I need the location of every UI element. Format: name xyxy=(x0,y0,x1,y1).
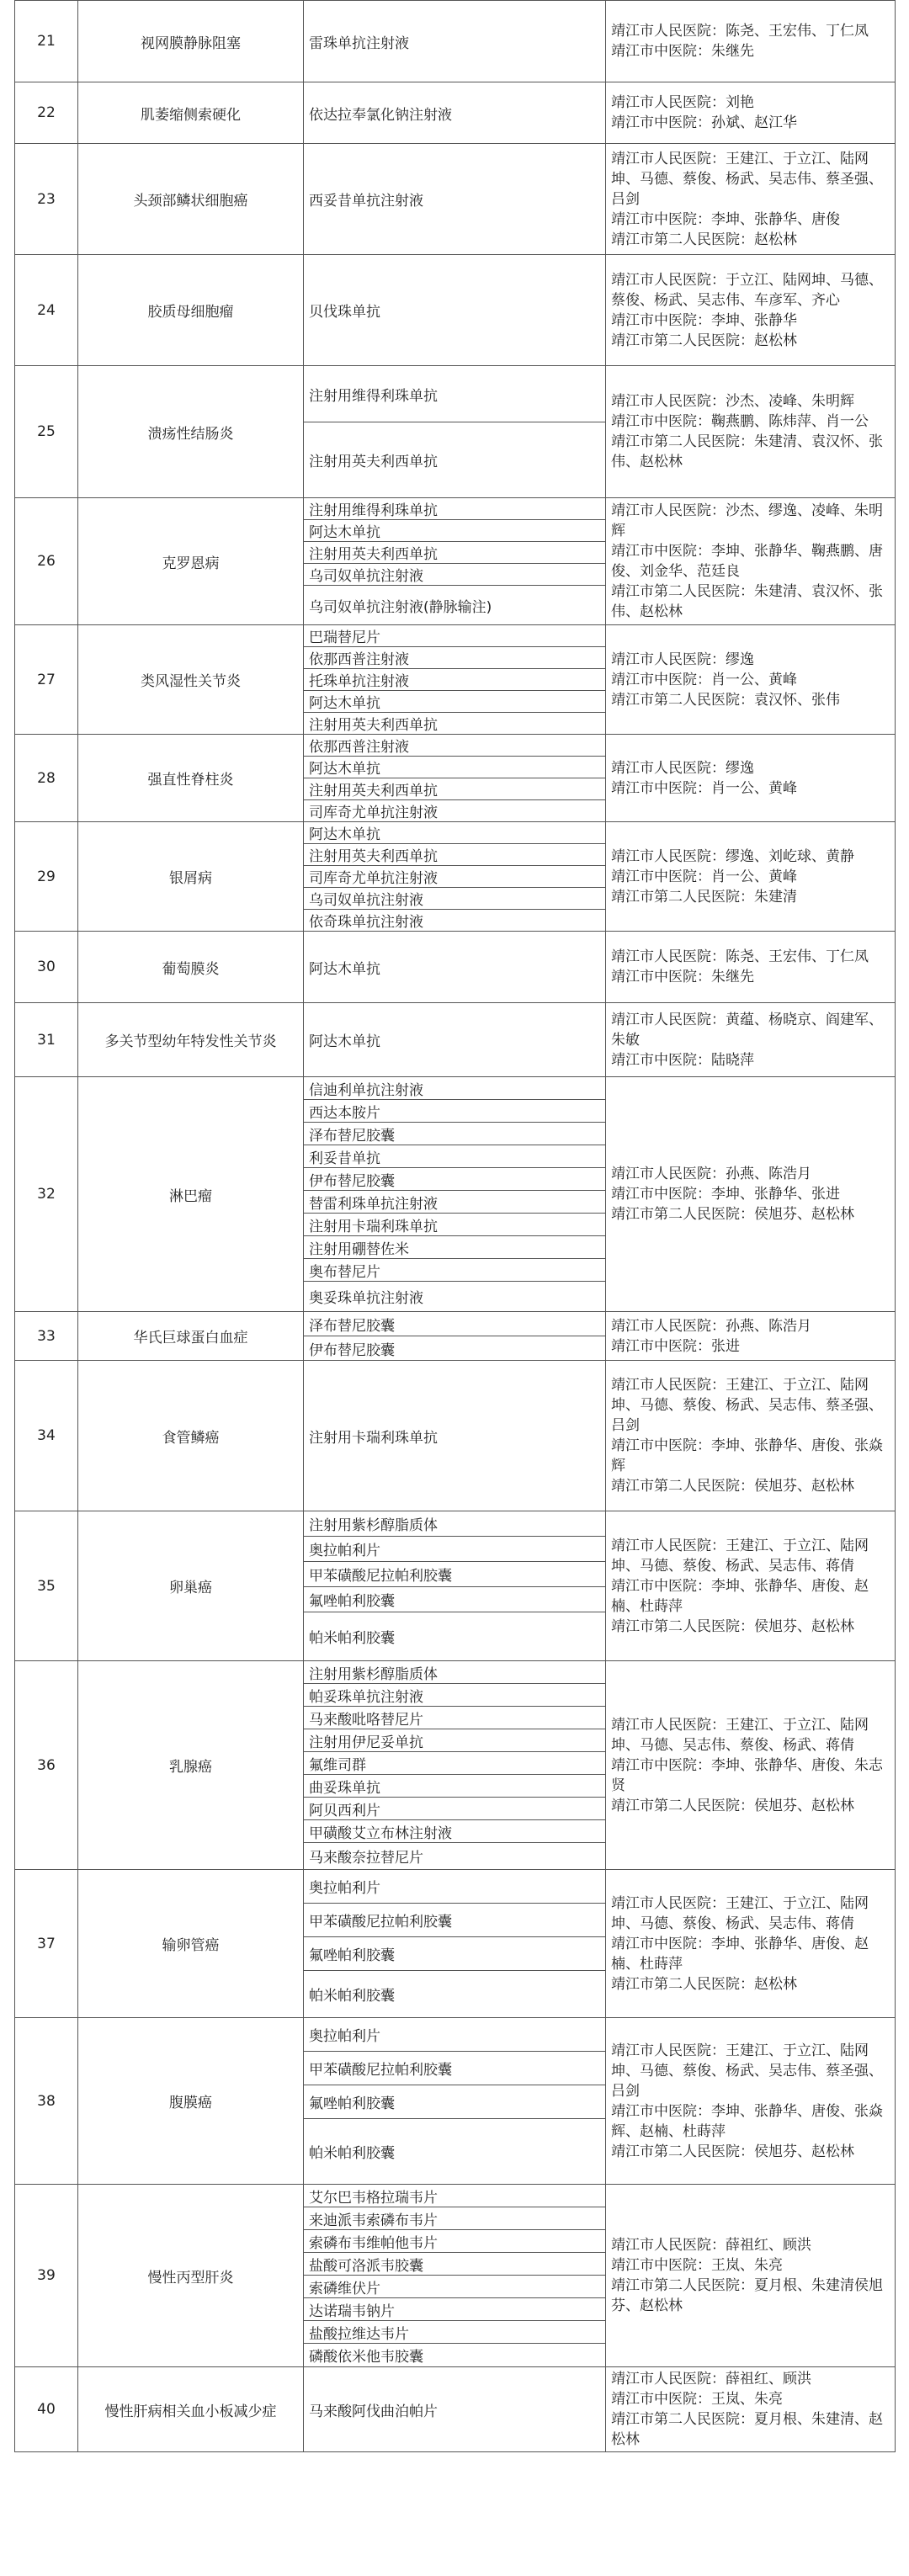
hospital-doctor-line: 靖江市中医院：李坤、张静华、张进 xyxy=(611,1186,840,1203)
hospital-doctors-cell xyxy=(606,1077,896,1312)
drug-cell: 替雷利珠单抗注射液 xyxy=(304,1191,606,1214)
hospital-doctor-line: 靖江市第二人民医院：侯旭芬、赵松林 xyxy=(611,1797,854,1814)
drug-cell: 注射用卡瑞利珠单抗 xyxy=(304,1214,606,1236)
hospital-doctors-cell xyxy=(606,1661,896,1870)
drug-cell: 注射用英夫利西单抗 xyxy=(304,844,606,866)
drug-cell: 氟唑帕利胶囊 xyxy=(304,1587,606,1612)
hospital-doctors-cell xyxy=(606,2185,896,2367)
drug-cell: 依奇珠单抗注射液 xyxy=(304,910,606,932)
drug-cell: 艾尔巴韦格拉瑞韦片 xyxy=(304,2185,606,2207)
drug-cell: 雷珠单抗注射液 xyxy=(304,1,606,82)
hospital-doctors-cell xyxy=(606,498,896,625)
disease-cell: 腹膜癌 xyxy=(78,2018,304,2185)
drug-cell: 西达本胺片 xyxy=(304,1100,606,1123)
row-number: 28 xyxy=(15,735,78,822)
hospital-doctor-line: 靖江市人民医院：王建江、于立江、陆网坤、马德、蔡俊、杨武、吴志伟、蔡圣强、吕剑 xyxy=(611,150,883,208)
table-row xyxy=(15,1511,896,1537)
row-number: 37 xyxy=(15,1870,78,2018)
table-row xyxy=(15,735,896,757)
hospital-doctor-line: 靖江市人民医院：王建江、于立江、陆网坤、马德、蔡俊、杨武、吴志伟、蔡圣强、吕剑 xyxy=(611,1377,883,1434)
hospital-doctor-line: 靖江市人民医院：刘艳 xyxy=(611,94,754,111)
hospital-doctor-line: 靖江市人民医院：薛祖红、顾洪 xyxy=(611,2371,811,2387)
drug-cell: 注射用英夫利西单抗 xyxy=(304,713,606,735)
hospital-doctors-cell xyxy=(606,625,896,735)
row-number: 21 xyxy=(15,1,78,82)
table-row xyxy=(15,2367,896,2452)
disease-cell: 淋巴瘤 xyxy=(78,1077,304,1312)
table-row xyxy=(15,1312,896,1336)
disease-cell: 慢性丙型肝炎 xyxy=(78,2185,304,2367)
drug-cell: 托珠单抗注射液 xyxy=(304,669,606,691)
hospital-doctor-line: 靖江市中医院：李坤、张静华、鞠燕鹏、唐俊、刘金华、范廷良 xyxy=(611,543,883,580)
table-row xyxy=(15,2185,896,2207)
drug-cell: 注射用紫杉醇脂质体 xyxy=(304,1511,606,1537)
drug-cell: 司库奇尤单抗注射液 xyxy=(304,800,606,822)
disease-cell: 溃疡性结肠炎 xyxy=(78,366,304,498)
disease-cell: 胶质母细胞瘤 xyxy=(78,255,304,366)
hospital-doctor-line: 靖江市第二人民医院：袁汉怀、张伟 xyxy=(611,691,840,709)
drug-cell: 注射用伊尼妥单抗 xyxy=(304,1729,606,1752)
drug-cell: 甲磺酸艾立布林注射液 xyxy=(304,1820,606,1843)
drug-cell: 信迪利单抗注射液 xyxy=(304,1077,606,1100)
hospital-doctor-line: 靖江市人民医院：王建江、于立江、陆网坤、马德、吴志伟、蔡俊、杨武、蒋倩 xyxy=(611,1716,869,1754)
hospital-doctors-cell xyxy=(606,2367,896,2452)
hospital-doctor-line: 靖江市中医院：张进 xyxy=(611,1337,740,1355)
table-row xyxy=(15,366,896,422)
hospital-doctor-line: 靖江市人民医院：沙杰、凌峰、朱明辉 xyxy=(611,393,854,410)
drug-cell: 注射用维得利珠单抗 xyxy=(304,366,606,422)
drug-cell: 奥拉帕利片 xyxy=(304,1537,606,1562)
drug-cell: 利妥昔单抗 xyxy=(304,1145,606,1168)
disease-cell: 克罗恩病 xyxy=(78,498,304,625)
row-number: 32 xyxy=(15,1077,78,1312)
hospital-doctor-line: 靖江市中医院：鞠燕鹏、陈炜萍、肖一公 xyxy=(611,413,869,430)
row-number: 25 xyxy=(15,366,78,498)
hospital-doctor-line: 靖江市中医院：李坤、张静华 xyxy=(611,311,797,329)
drug-cell: 乌司奴单抗注射液 xyxy=(304,888,606,910)
drug-cell: 索磷维伏片 xyxy=(304,2276,606,2298)
drug-cell: 帕妥珠单抗注射液 xyxy=(304,1684,606,1707)
hospital-doctor-line: 靖江市中医院：王岚、朱亮 xyxy=(611,2391,783,2408)
drug-cell: 注射用硼替佐米 xyxy=(304,1236,606,1259)
drug-cell: 依那西普注射液 xyxy=(304,647,606,669)
hospital-doctor-line: 靖江市第二人民医院：朱建清、袁汉怀、张伟、赵松林 xyxy=(611,583,883,620)
drug-cell: 甲苯磺酸尼拉帕利胶囊 xyxy=(304,1904,606,1937)
table-row xyxy=(15,932,896,1003)
table-row xyxy=(15,1077,896,1100)
drug-cell: 依那西普注射液 xyxy=(304,735,606,757)
drug-cell: 注射用卡瑞利珠单抗 xyxy=(304,1361,606,1511)
hospital-doctors-cell xyxy=(606,1003,896,1077)
hospital-doctor-line: 靖江市第二人民医院：侯旭芬、赵松林 xyxy=(611,1617,854,1635)
drug-cell: 注射用英夫利西单抗 xyxy=(304,422,606,498)
drug-cell: 甲苯磺酸尼拉帕利胶囊 xyxy=(304,2052,606,2085)
disease-cell: 输卵管癌 xyxy=(78,1870,304,2018)
table-row xyxy=(15,498,896,520)
hospital-doctors-cell xyxy=(606,2018,896,2185)
drug-cell: 阿达木单抗 xyxy=(304,1003,606,1077)
disease-cell: 多关节型幼年特发性关节炎 xyxy=(78,1003,304,1077)
hospital-doctor-line: 靖江市第二人民医院：朱建清 xyxy=(611,888,797,906)
hospital-doctor-line: 靖江市人民医院：于立江、陆网坤、马德、蔡俊、杨武、吴志伟、车彦军、齐心 xyxy=(611,271,883,309)
hospital-doctors-cell xyxy=(606,82,896,144)
hospital-doctors-cell xyxy=(606,1361,896,1511)
table-row xyxy=(15,1003,896,1077)
drug-cell: 氟维司群 xyxy=(304,1752,606,1775)
drug-cell: 索磷布韦维帕他韦片 xyxy=(304,2230,606,2253)
hospital-doctor-line: 靖江市人民医院：缪逸 xyxy=(611,651,754,668)
drug-cell: 贝伐珠单抗 xyxy=(304,255,606,366)
disease-cell: 华氏巨球蛋白血症 xyxy=(78,1312,304,1361)
row-number: 39 xyxy=(15,2185,78,2367)
drug-cell: 注射用英夫利西单抗 xyxy=(304,778,606,800)
drug-cell: 阿达木单抗 xyxy=(304,520,606,542)
hospital-doctor-line: 靖江市中医院：李坤、张静华、唐俊、赵楠、杜蒔萍 xyxy=(611,1935,869,1973)
hospital-doctor-line: 靖江市中医院：李坤、张静华、唐俊、朱志贤 xyxy=(611,1756,883,1794)
table-row xyxy=(15,1361,896,1511)
drug-cell: 曲妥珠单抗 xyxy=(304,1775,606,1798)
drug-cell: 阿达木单抗 xyxy=(304,822,606,844)
hospital-doctors-cell xyxy=(606,255,896,366)
drug-cell: 注射用维得利珠单抗 xyxy=(304,498,606,520)
hospital-doctor-line: 靖江市中医院：王岚、朱亮 xyxy=(611,2257,783,2274)
disease-cell: 强直性脊柱炎 xyxy=(78,735,304,822)
drug-cell: 达诺瑞韦钠片 xyxy=(304,2298,606,2321)
disease-cell: 食管鳞癌 xyxy=(78,1361,304,1511)
hospital-doctors-cell xyxy=(606,1,896,82)
hospital-doctor-line: 靖江市中医院：朱继先 xyxy=(611,969,754,985)
drug-cell: 奥妥珠单抗注射液 xyxy=(304,1282,606,1312)
drug-cell: 阿达木单抗 xyxy=(304,757,606,778)
drug-cell: 阿达木单抗 xyxy=(304,932,606,1003)
drug-cell: 阿贝西利片 xyxy=(304,1798,606,1820)
hospital-doctor-line: 靖江市第二人民医院：侯旭芬、赵松林 xyxy=(611,1206,854,1223)
hospital-doctor-line: 靖江市中医院：朱继先 xyxy=(611,43,754,60)
drug-cell: 帕米帕利胶囊 xyxy=(304,1612,606,1661)
drug-cell: 巴瑞替尼片 xyxy=(304,625,606,647)
drug-cell: 司库奇尤单抗注射液 xyxy=(304,866,606,888)
hospital-doctor-line: 靖江市第二人民医院：赵松林 xyxy=(611,1975,797,1993)
row-number: 34 xyxy=(15,1361,78,1511)
hospital-doctors-cell xyxy=(606,144,896,255)
hospital-doctor-line: 靖江市人民医院：缪逸、刘屹球、黄静 xyxy=(611,847,854,865)
hospital-doctor-line: 靖江市中医院：孙斌、赵江华 xyxy=(611,114,797,131)
hospital-doctor-line: 靖江市第二人民医院：朱建清、袁汉怀、张伟、赵松林 xyxy=(611,433,883,470)
row-number: 26 xyxy=(15,498,78,625)
drug-cell: 马来酸奈拉替尼片 xyxy=(304,1843,606,1870)
hospital-doctor-line: 靖江市中医院：肖一公、黄峰 xyxy=(611,868,797,885)
drug-cell: 奥布替尼片 xyxy=(304,1259,606,1282)
hospital-doctor-line: 靖江市人民医院：薛祖红、顾洪 xyxy=(611,2237,811,2254)
drug-cell: 伊布替尼胶囊 xyxy=(304,1336,606,1361)
row-number: 29 xyxy=(15,822,78,932)
drug-cell: 伊布替尼胶囊 xyxy=(304,1168,606,1191)
drug-cell: 帕米帕利胶囊 xyxy=(304,1971,606,2018)
hospital-doctor-line: 靖江市人民医院：王建江、于立江、陆网坤、马德、蔡俊、杨武、吴志伟、蒋倩 xyxy=(611,1537,869,1575)
row-number: 23 xyxy=(15,144,78,255)
hospital-doctor-line: 靖江市中医院：肖一公、黄峰 xyxy=(611,671,797,688)
drug-cell: 注射用紫杉醇脂质体 xyxy=(304,1661,606,1684)
drug-cell: 磷酸依米他韦胶囊 xyxy=(304,2344,606,2367)
drug-cell: 盐酸可洛派韦胶囊 xyxy=(304,2253,606,2276)
row-number: 38 xyxy=(15,2018,78,2185)
hospital-doctor-line: 靖江市人民医院：孙燕、陈浩月 xyxy=(611,1166,811,1182)
hospital-doctor-line: 靖江市人民医院：陈尧、王宏伟、丁仁凤 xyxy=(611,948,869,965)
hospital-doctor-line: 靖江市第二人民医院：侯旭芬、赵松林 xyxy=(611,1478,854,1495)
drug-hospital-table xyxy=(14,0,896,2452)
drug-cell: 甲苯磺酸尼拉帕利胶囊 xyxy=(304,1562,606,1587)
hospital-doctors-cell xyxy=(606,735,896,822)
row-number: 33 xyxy=(15,1312,78,1361)
hospital-doctors-cell xyxy=(606,1312,896,1361)
disease-cell: 卵巢癌 xyxy=(78,1511,304,1661)
drug-cell: 阿达木单抗 xyxy=(304,691,606,713)
hospital-doctor-line: 靖江市中医院：李坤、张静华、唐俊、张焱辉 xyxy=(611,1437,883,1474)
disease-cell: 视网膜静脉阻塞 xyxy=(78,1,304,82)
table-row xyxy=(15,1,896,82)
drug-cell: 氟唑帕利胶囊 xyxy=(304,1937,606,1971)
row-number: 35 xyxy=(15,1511,78,1661)
drug-cell: 来迪派韦索磷布韦片 xyxy=(304,2207,606,2230)
hospital-doctors-cell xyxy=(606,932,896,1003)
drug-cell: 泽布替尼胶囊 xyxy=(304,1312,606,1336)
disease-cell: 慢性肝病相关血小板减少症 xyxy=(78,2367,304,2452)
row-number: 27 xyxy=(15,625,78,735)
table-row xyxy=(15,144,896,255)
row-number: 22 xyxy=(15,82,78,144)
drug-cell: 马来酸阿伐曲泊帕片 xyxy=(304,2367,606,2452)
row-number: 31 xyxy=(15,1003,78,1077)
drug-cell: 注射用英夫利西单抗 xyxy=(304,542,606,564)
drug-cell: 马来酸吡咯替尼片 xyxy=(304,1707,606,1729)
hospital-doctor-line: 靖江市人民医院：王建江、于立江、陆网坤、马德、蔡俊、杨武、吴志伟、蒋倩 xyxy=(611,1894,869,1932)
hospital-doctor-line: 靖江市中医院：陆晓萍 xyxy=(611,1051,754,1069)
hospital-doctor-line: 靖江市人民医院：陈尧、王宏伟、丁仁凤 xyxy=(611,23,869,40)
disease-cell: 乳腺癌 xyxy=(78,1661,304,1870)
hospital-doctor-line: 靖江市第二人民医院：赵松林 xyxy=(611,231,797,248)
drug-cell: 帕米帕利胶囊 xyxy=(304,2119,606,2185)
hospital-doctor-line: 靖江市人民医院：王建江、于立江、陆网坤、马德、蔡俊、杨武、吴志伟、蔡圣强、吕剑 xyxy=(611,2042,883,2100)
drug-cell: 乌司奴单抗注射液(静脉输注) xyxy=(304,586,606,625)
hospital-doctors-cell xyxy=(606,822,896,932)
drug-cell: 奥拉帕利片 xyxy=(304,2018,606,2052)
hospital-doctor-line: 靖江市中医院：李坤、张静华、唐俊、赵楠、杜蒔萍 xyxy=(611,1577,869,1615)
hospital-doctor-line: 靖江市人民医院：孙燕、陈浩月 xyxy=(611,1317,811,1335)
hospital-doctor-line: 靖江市人民医院：黄蕴、杨晓京、阎建军、朱敏 xyxy=(611,1011,883,1049)
hospital-doctor-line: 靖江市中医院：李坤、张静华、唐俊、张焱辉、赵楠、杜蒔萍 xyxy=(611,2102,883,2140)
hospital-doctor-line: 靖江市中医院：李坤、张静华、唐俊 xyxy=(611,210,840,228)
drug-cell: 西妥昔单抗注射液 xyxy=(304,144,606,255)
drug-cell: 依达拉奉氯化钠注射液 xyxy=(304,82,606,144)
hospital-doctor-line: 靖江市人民医院：沙杰、缪逸、凌峰、朱明辉 xyxy=(611,502,883,539)
hospital-doctor-line: 靖江市中医院：肖一公、黄峰 xyxy=(611,779,797,797)
hospital-doctors-cell xyxy=(606,366,896,498)
disease-cell: 头颈部鳞状细胞癌 xyxy=(78,144,304,255)
hospital-doctors-cell xyxy=(606,1511,896,1661)
table-row xyxy=(15,625,896,647)
table-row xyxy=(15,822,896,844)
row-number: 24 xyxy=(15,255,78,366)
drug-cell: 氟唑帕利胶囊 xyxy=(304,2085,606,2119)
drug-cell: 泽布替尼胶囊 xyxy=(304,1123,606,1145)
table-row xyxy=(15,1870,896,1904)
disease-cell: 肌萎缩侧索硬化 xyxy=(78,82,304,144)
drug-cell: 乌司奴单抗注射液 xyxy=(304,564,606,586)
table-row xyxy=(15,255,896,366)
drug-cell: 盐酸拉维达韦片 xyxy=(304,2321,606,2344)
disease-cell: 葡萄膜炎 xyxy=(78,932,304,1003)
row-number: 36 xyxy=(15,1661,78,1870)
table-row xyxy=(15,1661,896,1684)
hospital-doctor-line: 靖江市人民医院：缪逸 xyxy=(611,759,754,777)
hospital-doctors-cell xyxy=(606,1870,896,2018)
hospital-doctor-line: 靖江市第二人民医院：侯旭芬、赵松林 xyxy=(611,2143,854,2160)
disease-cell: 银屑病 xyxy=(78,822,304,932)
hospital-doctor-line: 靖江市第二人民医院：夏月根、朱建清、赵松林 xyxy=(611,2411,883,2448)
table-row xyxy=(15,82,896,144)
row-number: 40 xyxy=(15,2367,78,2452)
hospital-doctor-line: 靖江市第二人民医院：夏月根、朱建清侯旭芬、赵松林 xyxy=(611,2277,883,2314)
row-number: 30 xyxy=(15,932,78,1003)
hospital-doctor-line: 靖江市第二人民医院：赵松林 xyxy=(611,332,797,349)
disease-cell: 类风湿性关节炎 xyxy=(78,625,304,735)
table-row xyxy=(15,2018,896,2052)
drug-cell: 奥拉帕利片 xyxy=(304,1870,606,1904)
